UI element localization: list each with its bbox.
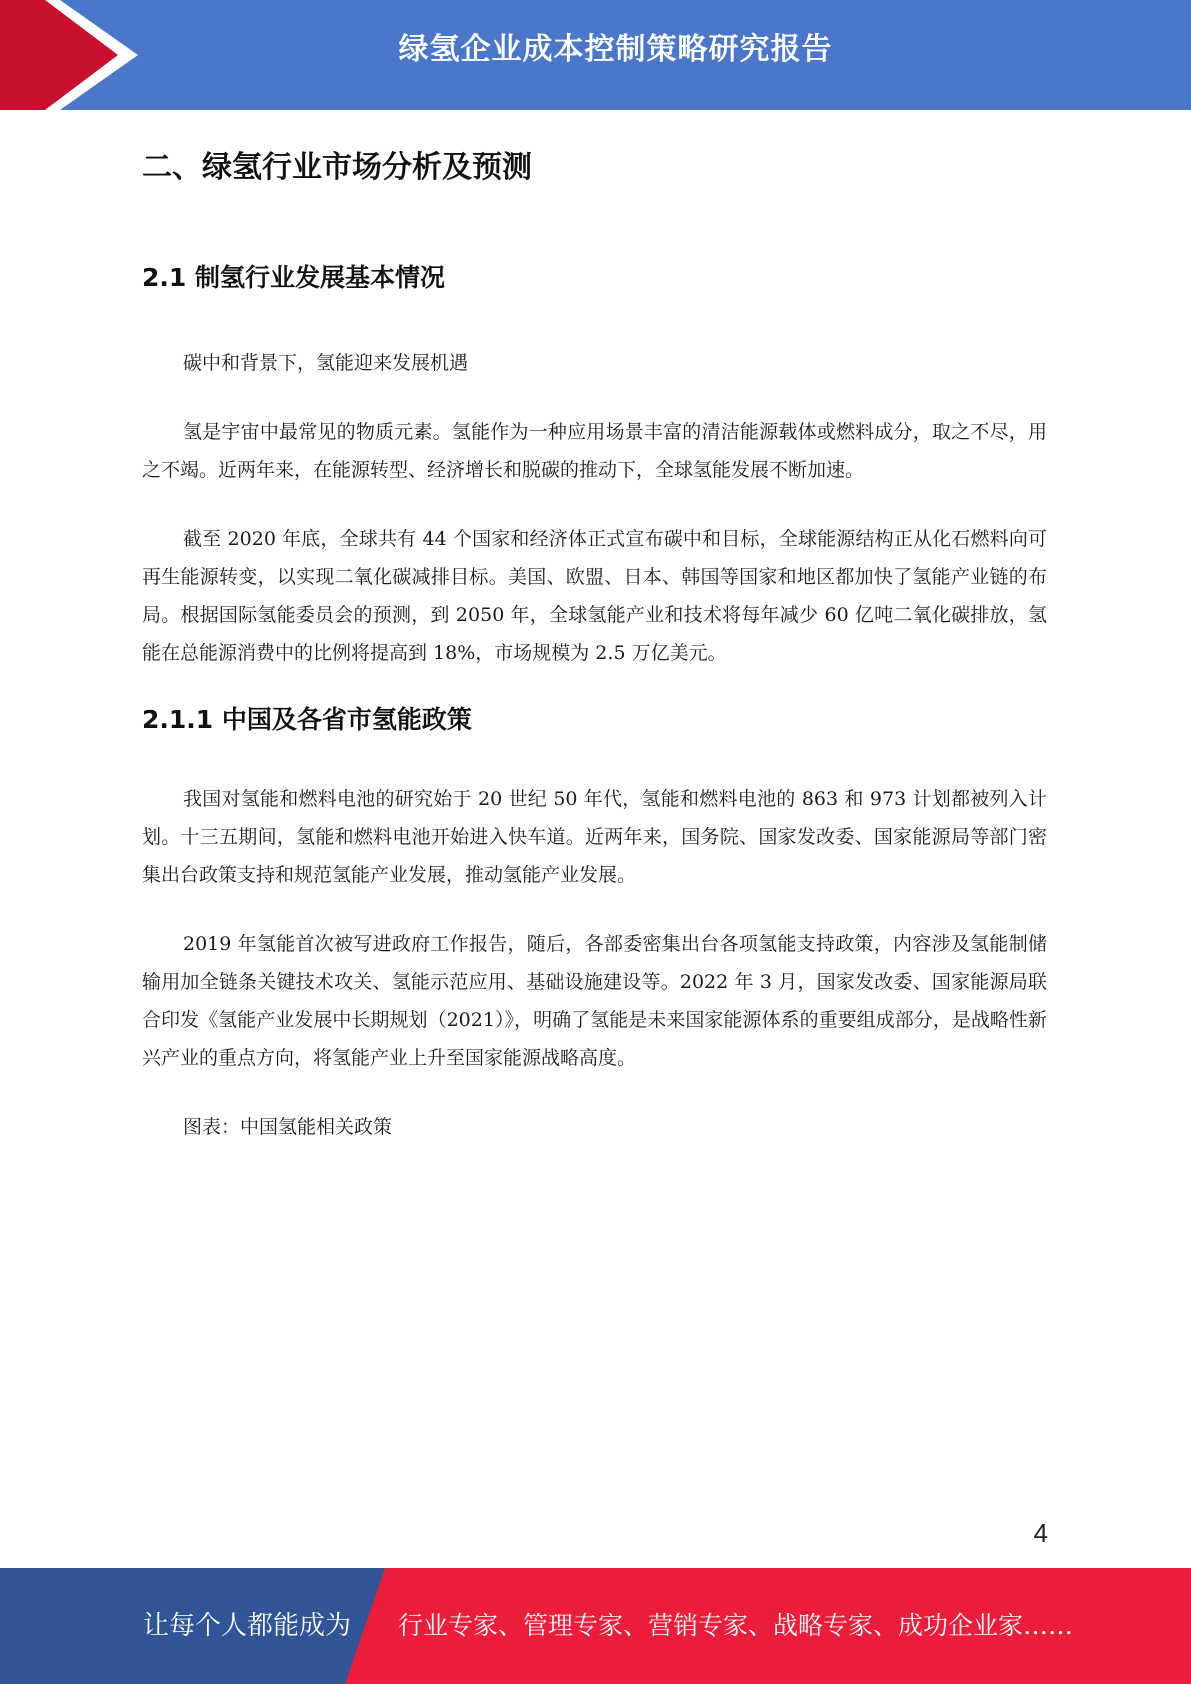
paragraph: 截至 2020 年底，全球共有 44 个国家和经济体正式宣布碳中和目标，全球能源结构正从化石燃料向可再生能源转变，以实现二氧化碳减排目标。美国、欧盟、日本、韩国等国家和地区都加快了氢能产业链的布局。根据国际氢能委员会的预测，到 2050 年，全球氢能产业和技术将每年减少 60 亿吨二氧化碳排放，氢能在总能源消费中的比例将提高到 18%，市场规模为 2.5 万亿美元。 (142, 528, 1047, 664)
figure-caption: 图表：中国氢能相关政策 (183, 1116, 393, 1138)
paragraph: 我国对氢能和燃料电池的研究始于 20 世纪 50 年代，氢能和燃料电池的 863 和 973 计划都被列入计划。十三五期间，氢能和燃料电池开始进入快车道。近两年来，国务院、国家发改委、国家能源局等部门密集出台政策支持和规范氢能产业发展，推动氢能产业发展。 (142, 788, 1047, 886)
section-2-1-1-title: 2.1.1 中国及各省市氢能政策 (142, 705, 472, 734)
page-content (142, 130, 1047, 1146)
paragraph: 2019 年氢能首次被写进政府工作报告，随后，各部委密集出台各项氢能支持政策，内容涉及氢能制储输用加全链条关键技术攻关、氢能示范应用、基础设施建设等。2022 年 3 月，国家发改委、国家能源局联合印发《氢能产业发展中长期规划（2021）》，明确了氢能是未来国家能源体系的重要组成部分，是战略性新兴产业的重点方向，将氢能产业上升至国家能源战略高度。 (142, 933, 1047, 1069)
report-footer (0, 1568, 1191, 1684)
report-title: 绿氢企业成本控制策略研究报告 (398, 32, 833, 67)
paragraph: 氢是宇宙中最常见的物质元素。氢能作为一种应用场景丰富的清洁能源载体或燃料成分，取之不尽，用之不竭。近两年来，在能源转型、经济增长和脱碳的推动下，全球氢能发展不断加速。 (142, 421, 1047, 481)
footer-slogan-left: 让每个人都能成为 (143, 1611, 352, 1641)
chapter-title: 二、绿氢行业市场分析及预测 (142, 150, 532, 185)
page-number: 4 (1033, 1518, 1048, 1548)
section-2-1-title: 2.1 制氢行业发展基本情况 (142, 263, 445, 292)
footer-slogan-right: 行业专家、管理专家、营销专家、战略专家、成功企业家…… (398, 1611, 1074, 1640)
paragraph: 碳中和背景下，氢能迎来发展机遇 (183, 352, 469, 374)
report-header (0, 0, 1191, 110)
